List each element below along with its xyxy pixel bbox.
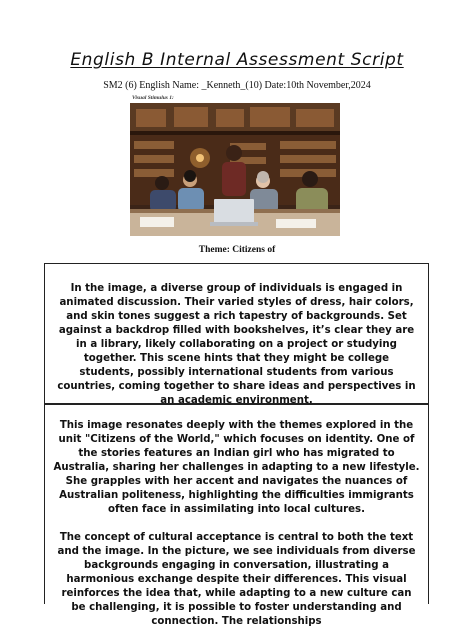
paragraph-themes: This image resonates deeply with the themes explored in the unit "Citizens of the World," which focuses on identity. One of the stories features an Indian girl who has migrated to Australia, sharing her challenges in adapting to a new lifestyle. She grapples with her accent and navigates the nuances of Australian politeness, highlighting the difficulties immigrants often face in assimilating into local cultures. [53,420,420,515]
theme-caption: Theme: Citizens of [198,245,276,255]
photo-illustration [130,103,340,236]
document-title: English B Internal Assessment Script [70,50,404,70]
paragraph-box-2 [44,404,429,627]
paragraph-box-1 [44,263,429,404]
paragraph-description: In the image, a diverse group of individuals is engaged in animated discussion. Their varied styles of dress, hair colors, and skin tones suggest a rich tapestry of backgrounds. Set against a backdrop filled with bookshelves, it’s clear they are in a library, likely collaborating on a project or studying together. This scene hints that they might be college students, possibly international students from various countries, coming together to share ideas and perspectives in an academic environment. [57,283,416,406]
library-students-photo [130,103,340,236]
visual-stimulus-label: Visual Stimulus 1: [132,95,174,101]
paragraph-cultural-acceptance: The concept of cultural acceptance is central to both the text and the image. In the picture, we see individuals from diverse backgrounds engaging in conversation, illustrating a harmonious exchange despite their differences. This visual reinforces the idea that, while adapting to a new culture can be challenging, it is possible to foster understanding and connection. The relationships [57,532,416,627]
student-info-line: SM2 (6) English Name: _Kenneth_(10) Date:10th November,2024 [103,80,371,91]
